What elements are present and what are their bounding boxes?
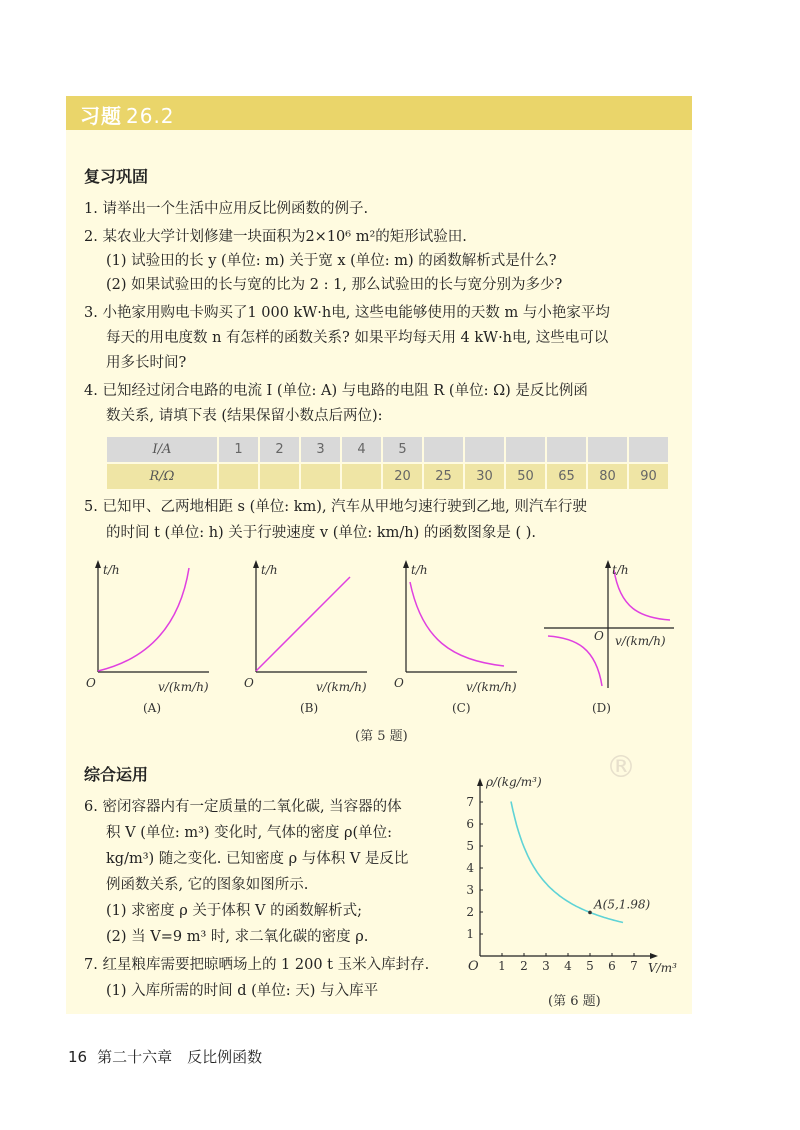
question-4-line-2: 数关系, 请填下表 (结果保留小数点后两位): [106,408,383,424]
table-cell [587,437,628,463]
graph-b-origin: O [244,676,254,690]
graph-d-curve-negative [548,636,602,686]
exercise-header [66,96,692,130]
graph-b-option: (B) [300,701,319,715]
current-resistance-table [107,437,670,489]
table-cell: 80 [587,463,628,489]
question-7-line-1: 7. 红星粮库需要把晾晒场上的 1 200 t 玉米入库封存. [84,957,430,973]
table-cell: 90 [628,463,669,489]
density-chart [458,770,683,980]
question-5-line-1: 5. 已知甲、乙两地相距 s (单位: km), 汽车从甲地匀速行驶到乙地, 则汽车行驶 [84,499,587,515]
table-cell: 65 [546,463,587,489]
origin-label: O [468,959,479,974]
table-cell [464,437,505,463]
x-tick-label: 3 [542,959,550,973]
question-3-line-2: 每天的用电度数 n 有怎样的函数关系? 如果平均每天用 4 kW·h电, 这些电可以 [106,330,609,346]
question-3-line-1: 3. 小艳家用购电卡购买了1 000 kW·h电, 这些电能够使用的天数 m 与小艳家平均 [84,305,610,321]
graph-a [84,560,214,700]
y-tick-label: 3 [466,883,474,897]
graph-a-x-label: v/(km/h) [158,680,209,694]
y-tick-label: 7 [466,795,474,809]
graph-d-x-label: v/(km/h) [615,634,666,648]
page-footer [68,1046,262,1067]
question-6-part-2: (2) 当 V=9 m³ 时, 求二氧化碳的密度 ρ. [106,929,369,945]
graph-c [392,560,522,700]
graph-c-option: (C) [452,701,471,715]
graph-b-line [256,577,350,671]
question-4-line-1: 4. 已知经过闭合电路的电流 I (单位: A) 与电路的电阻 R (单位: Ω) 是反比例函 [84,383,588,399]
question-7-part-1: (1) 入库所需的时间 d (单位: 天) 与入库平 [106,983,379,999]
table-cell [259,463,300,489]
question-6-line-2: 积 V (单位: m³) 变化时, 气体的密度 ρ(单位: [106,825,393,841]
table-cell: 4 [341,437,382,463]
y-tick-label: 6 [466,817,474,831]
table-row-resistance [107,463,669,489]
graph-a-origin: O [86,676,96,690]
watermark-registered: ® [606,750,636,785]
graph-d-origin: O [594,629,604,643]
density-chart-axes [477,778,658,959]
y-tick-label: 4 [466,861,474,875]
question-2: 2. 某农业大学计划修建一块面积为2×10⁶ m²的矩形试验田. [84,229,467,245]
graph-a-option: (A) [143,701,162,715]
y-axis-arrow [477,778,483,786]
table-cell [218,463,259,489]
table-cell [546,437,587,463]
table-row-current [107,437,669,463]
question-6-part-1: (1) 求密度 ρ 关于体积 V 的函数解析式; [106,903,362,919]
graph-b-x-label: v/(km/h) [316,680,367,694]
density-chart-ticks [466,795,637,973]
section-review: 复习巩固 [84,167,149,186]
page-number: 16 [68,1048,88,1066]
table-cell: 20 [382,463,423,489]
question-2-part-2: (2) 如果试验田的长与宽的比为 2 : 1, 那么试验田的长与宽分别为多少? [106,277,563,293]
table-cell: 50 [505,463,546,489]
graph-b-y-label: t/h [261,563,278,577]
graph-d [540,560,680,700]
question-3-line-3: 用多长时间? [106,355,187,371]
table-cell [423,437,464,463]
exercise-title: 习题 26.2 [80,104,175,128]
point-a [588,911,592,915]
x-tick-label: 6 [608,959,616,973]
table-cell [341,463,382,489]
question-5-caption: (第 5 题) [355,729,408,744]
table-cell: 1 [218,437,259,463]
table-cell: 3 [300,437,341,463]
graph-a-y-label: t/h [103,563,120,577]
graph-d-option: (D) [592,701,611,715]
graph-c-x-label: v/(km/h) [466,680,517,694]
x-tick-label: 1 [498,959,506,973]
graph-d-curve-positive [614,570,670,620]
exercise-number: 26.2 [126,104,175,128]
y-tick-label: 1 [466,927,474,941]
table-cell: 30 [464,463,505,489]
x-tick-label: 7 [630,959,638,973]
table-label-current: I/A [107,437,218,463]
graph-c-curve [410,582,504,666]
question-2-part-1: (1) 试验田的长 y (单位: m) 关于宽 x (单位: m) 的函数解析式是什么? [106,253,557,269]
question-6-line-3: kg/m³) 随之变化. 已知密度 ρ 与体积 V 是反比 [106,851,409,867]
question-6-caption: (第 6 题) [548,994,601,1009]
question-1: 1. 请举出一个生活中应用反比例函数的例子. [84,201,369,217]
graph-a-curve [98,568,189,671]
y-axis-label: ρ/(kg/m³) [486,775,542,789]
table-cell: 5 [382,437,423,463]
point-a-label: A(5,1.98) [594,897,651,912]
table-cell [628,437,669,463]
graph-c-y-label: t/h [411,563,428,577]
section-apply: 综合运用 [84,765,149,784]
density-chart-labels [468,775,677,975]
table-cell: 2 [259,437,300,463]
x-tick-label: 5 [586,959,594,973]
table-cell [505,437,546,463]
table-label-resistance: R/Ω [107,463,218,489]
y-tick-label: 5 [466,839,474,853]
question-6-line-1: 6. 密闭容器内有一定质量的二氧化碳, 当容器的体 [84,799,402,815]
x-tick-label: 2 [520,959,528,973]
table-cell [300,463,341,489]
question-6-line-4: 例函数关系, 它的图象如图所示. [106,877,309,893]
x-tick-label: 4 [564,959,572,973]
y-tick-label: 2 [466,905,474,919]
graph-d-y-label: t/h [612,563,629,577]
question-5-line-2: 的时间 t (单位: h) 关于行驶速度 v (单位: km/h) 的函数图象是 ( ). [106,525,537,541]
graph-c-origin: O [394,676,404,690]
table-cell: 25 [423,463,464,489]
x-axis-label: V/m³ [648,961,677,975]
chapter-title: 第二十六章 反比例函数 [97,1048,263,1066]
x-axis-arrow [650,953,658,959]
graph-b [242,560,372,700]
